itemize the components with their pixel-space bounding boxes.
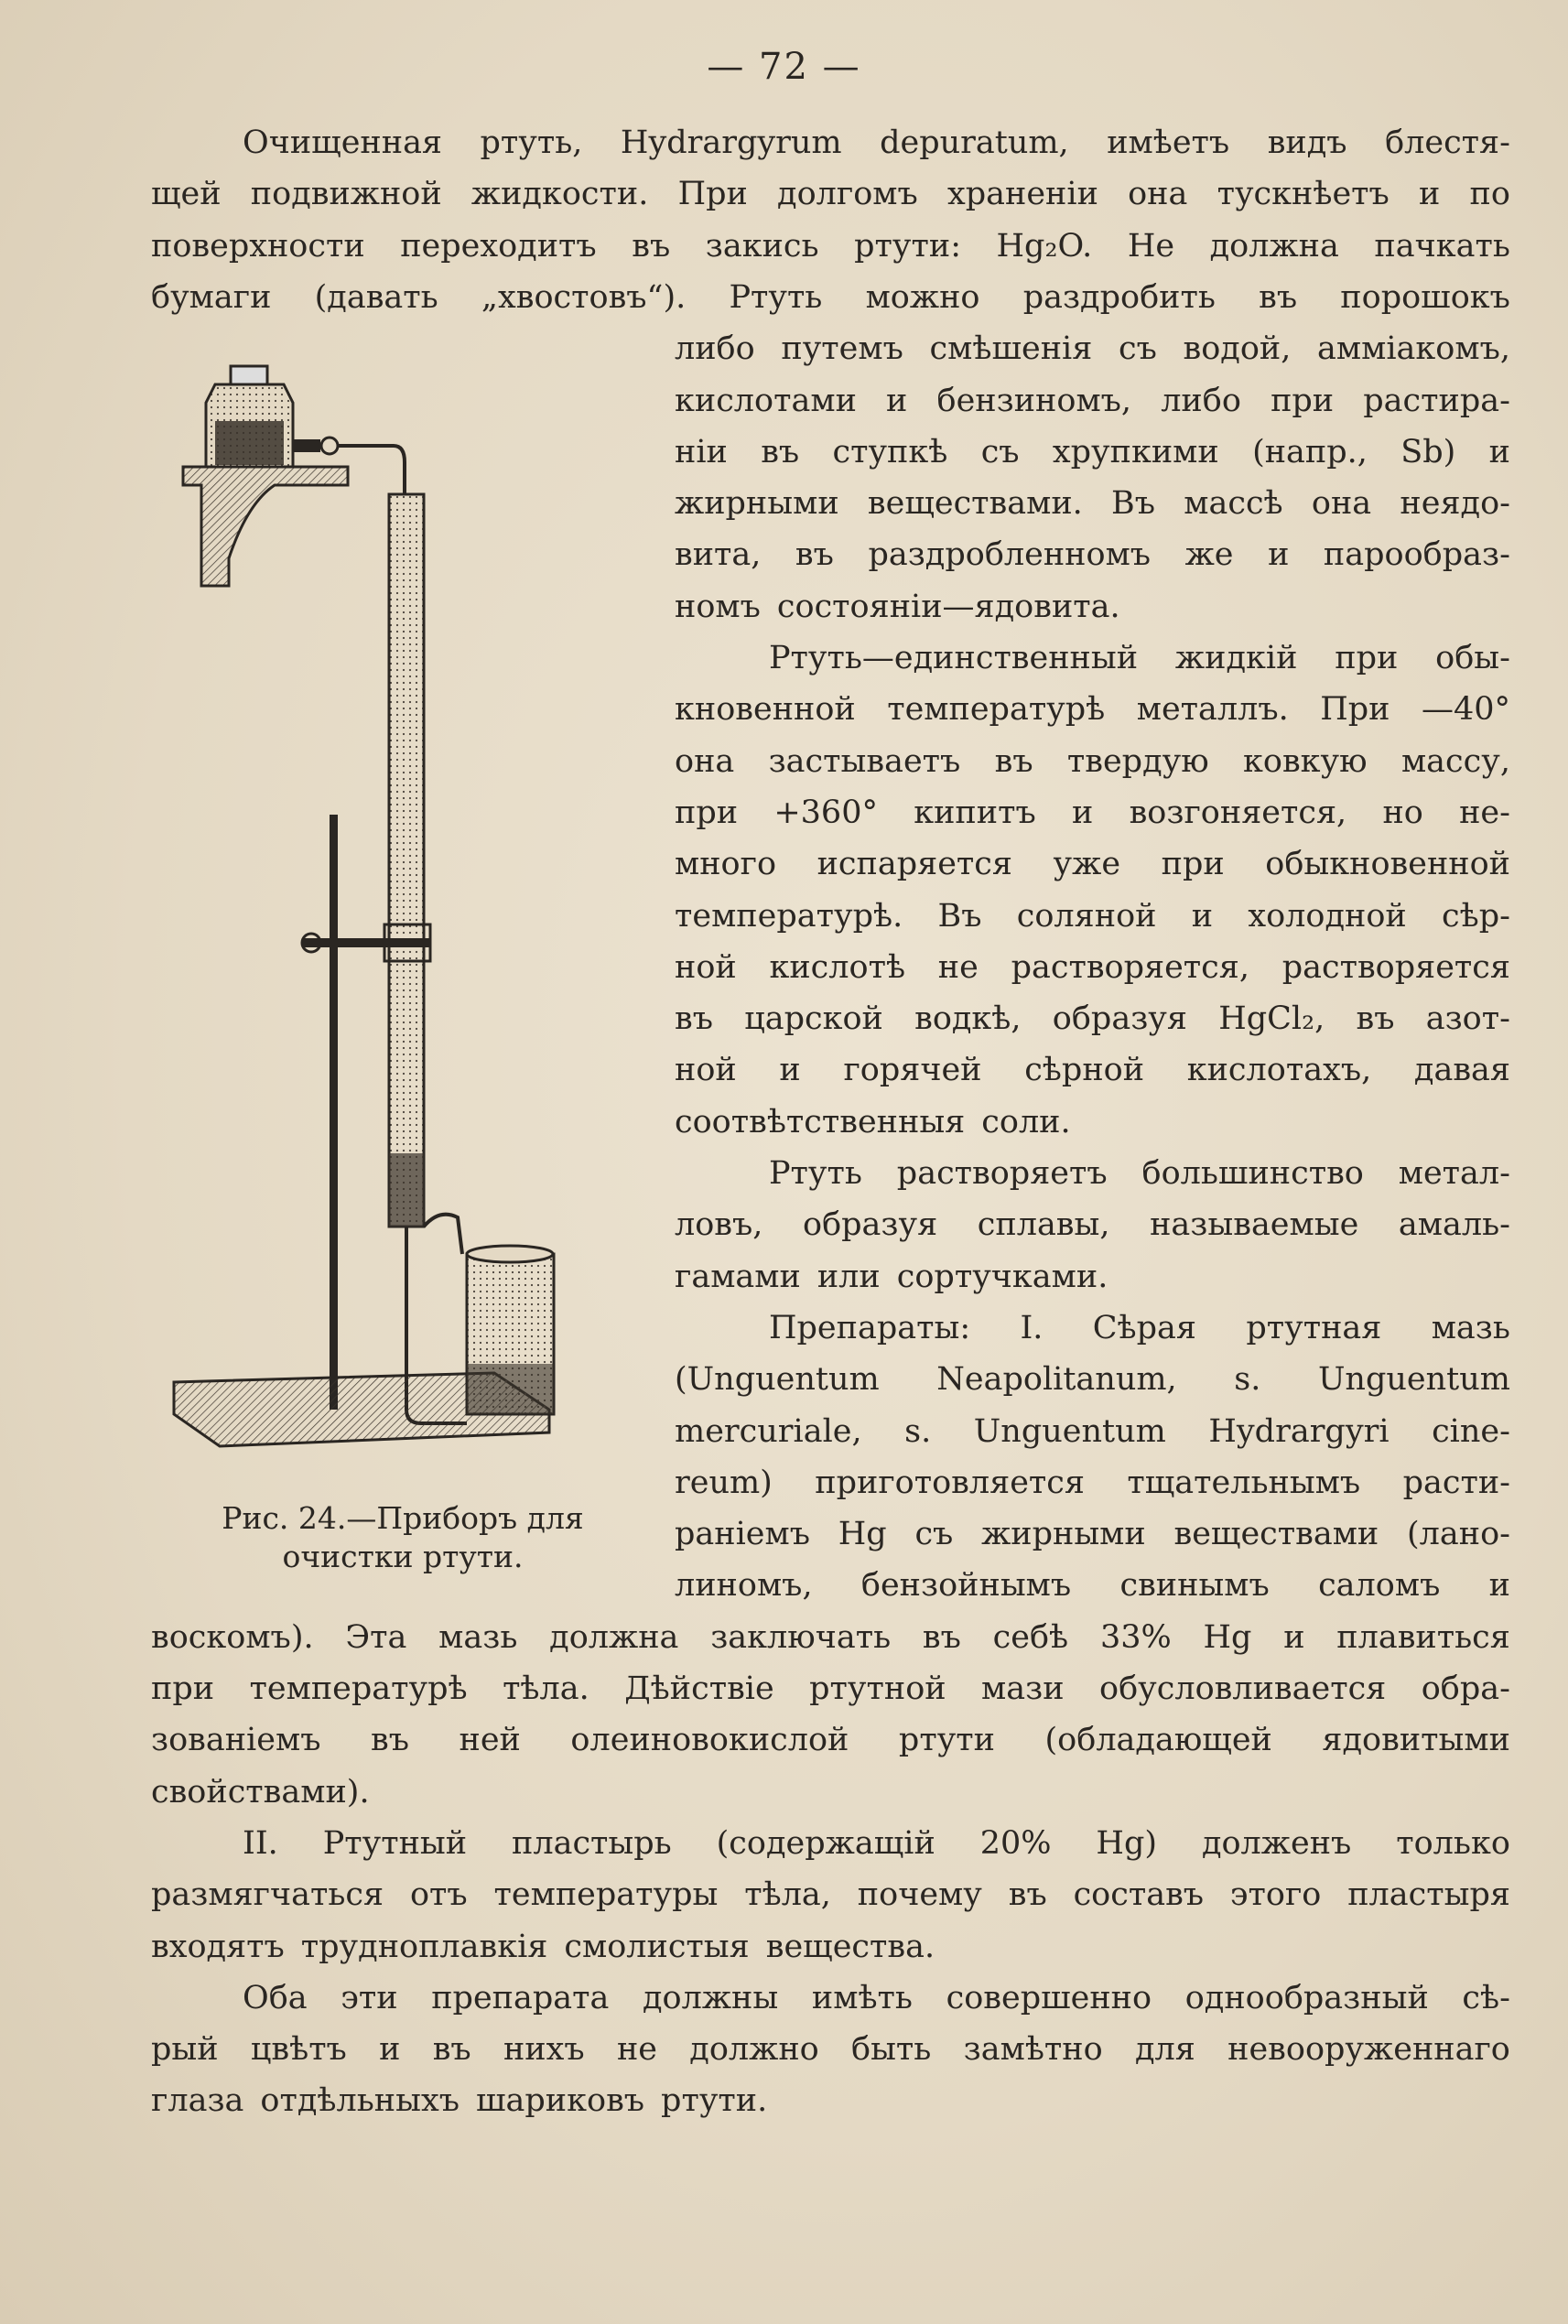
mercury-purification-apparatus-illustration xyxy=(165,348,659,1474)
text-line: температурѣ. Въ соляной и холодной сѣр- xyxy=(675,897,1510,935)
text-line: номъ состояніи—ядовита. xyxy=(675,588,1120,625)
text-line: (Unguentum Neapolitanum, s. Unguentum xyxy=(675,1361,1510,1399)
text-line: кновенной температурѣ металлъ. При —40° xyxy=(675,691,1510,729)
text-line: соотвѣтственныя соли. xyxy=(675,1103,1071,1140)
text-line: воскомъ). Эта мазь должна заключать въ себѣ 33% Hg и плавиться xyxy=(151,1618,1510,1656)
text-line: Очищенная ртуть, Hydrargyrum depuratum, имѣетъ видъ блестя- xyxy=(243,124,1510,161)
text-line: рый цвѣтъ и въ нихъ не должно быть замѣтно для невооруженнаго xyxy=(151,2031,1510,2069)
text-line: ловъ, образуя сплавы, называемые амаль- xyxy=(675,1206,1510,1244)
text-line: въ царской водкѣ, образуя HgCl₂, въ азот- xyxy=(675,1000,1510,1038)
figure-caption-line2: очистки ртути. xyxy=(282,1539,524,1574)
text-line: бумаги (давать „хвостовъ“). Ртуть можно раздробить въ порошокъ xyxy=(151,278,1510,316)
figure-caption xyxy=(165,1499,641,1576)
text-line: кислотами и бензиномъ, либо при растира- xyxy=(675,382,1510,419)
page-number: — 72 — xyxy=(707,46,861,88)
text-line: ніи въ ступкѣ съ хрупкими (напр., Sb) и xyxy=(675,433,1510,470)
text-line: раніемъ Hg съ жирными веществами (лано- xyxy=(675,1516,1510,1553)
text-line: Оба эти препарата должны имѣть совершенно однообразный сѣ- xyxy=(243,1979,1510,2016)
text-line: глаза отдѣльныхъ шариковъ ртути. xyxy=(151,2082,768,2120)
text-line: при температурѣ тѣла. Дѣйствіе ртутной мази обусловливается обра- xyxy=(151,1670,1510,1707)
text-line: щей подвижной жидкости. При долгомъ храненіи она тускнѣетъ и по xyxy=(151,176,1510,213)
text-line: II. Ртутный пластырь (содержащій 20% Hg) долженъ только xyxy=(243,1824,1510,1862)
text-line: зованіемъ въ ней олеиновокислой ртути (обладающей ядовитыми xyxy=(151,1722,1510,1759)
text-line: гамами или сортучками. xyxy=(675,1258,1108,1295)
text-line: она застываетъ въ твердую ковкую массу, xyxy=(675,742,1510,780)
text-line: ной кислотѣ не растворяется, растворяется xyxy=(675,948,1510,986)
text-line: свойствами). xyxy=(151,1773,370,1811)
text-line: много испаряется уже при обыкновенной xyxy=(675,846,1510,883)
text-line: при +360° кипитъ и возгоняется, но не- xyxy=(675,794,1510,831)
text-line: ной и горячей сѣрной кислотахъ, давая xyxy=(675,1052,1510,1089)
text-line: входятъ трудноплавкія смолистыя вещества. xyxy=(151,1928,935,1965)
text-line: линомъ, бензойнымъ свинымъ саломъ и xyxy=(675,1567,1510,1605)
text-line: Ртуть—единственный жидкій при обы- xyxy=(769,640,1510,676)
text-line: Ртуть растворяетъ большинство метал- xyxy=(769,1155,1510,1192)
text-line: либо путемъ смѣшенія съ водой, амміакомъ, xyxy=(675,330,1510,368)
text-line: вита, въ раздробленномъ же и парообраз- xyxy=(675,536,1510,574)
text-line: reum) приготовляется тщательнымъ расти- xyxy=(675,1464,1510,1501)
text-line: Препараты: I. Сѣрая ртутная мазь xyxy=(769,1309,1510,1346)
text-line: поверхности переходитъ въ закись ртути: Hg₂O. Не должна пачкать xyxy=(151,227,1510,265)
figure-caption-line1: Рис. 24.—Приборъ для xyxy=(222,1500,584,1536)
text-line: размягчаться отъ температуры тѣла, почему въ составъ этого пластыря xyxy=(151,1876,1510,1914)
text-line: жирными веществами. Въ массѣ она неядо- xyxy=(675,485,1510,523)
text-line: mercuriale, s. Unguentum Hydrargyri cine- xyxy=(675,1412,1510,1450)
